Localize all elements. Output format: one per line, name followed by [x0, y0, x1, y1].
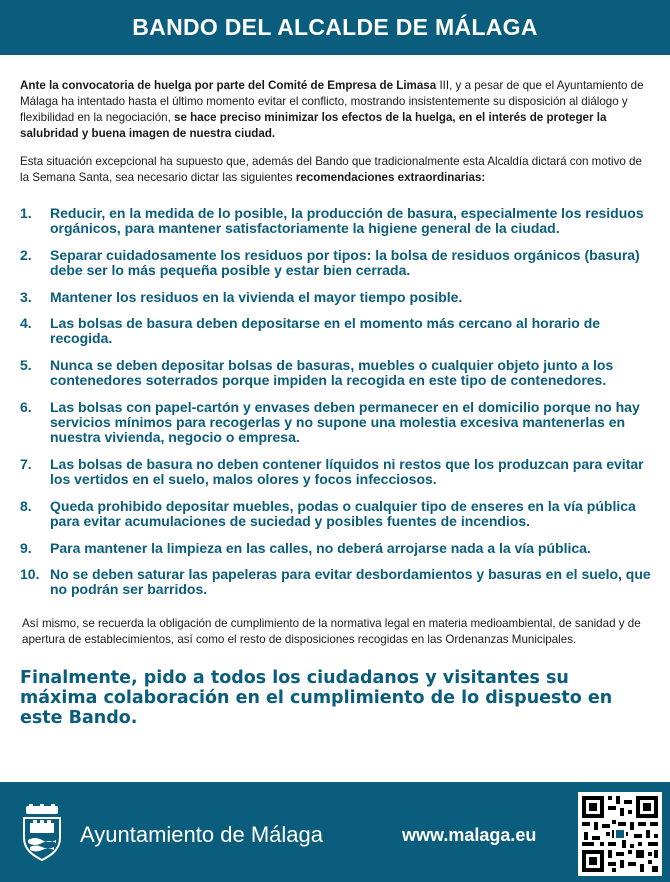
recommendation-text: Separar cuidadosamente los residuos por tipos: la bolsa de residuos orgánicos (basura) debe ser lo más pequeña posible y estar bien cerrada.: [50, 246, 640, 279]
recommendation-item: [20, 316, 652, 347]
recommendation-number: 6.: [20, 398, 32, 415]
recommendation-item: [20, 290, 652, 305]
organization-name: Ayuntamiento de Málaga: [80, 822, 323, 847]
recommendation-text: Para mantener la limpieza en las calles, no deberá arrojarse nada a la vía pública.: [50, 539, 591, 556]
recommendation-item: [20, 457, 652, 488]
recommendation-number: 9.: [20, 539, 32, 556]
qr-code-icon: [578, 792, 662, 876]
recommendation-item: [20, 541, 652, 556]
recommendation-item: [20, 248, 652, 279]
recommendation-number: 5.: [20, 356, 32, 373]
recommendation-item: [20, 206, 652, 237]
final-statement: Finalmente, pido a todos los ciudadanos y visitantes su máxima colaboración en el cumplimiento de lo dispuesto en este Bando.: [20, 667, 613, 728]
footer-bar: [0, 782, 670, 882]
recommendation-item: [20, 567, 652, 598]
recommendation-number: 1.: [20, 205, 32, 221]
recommendation-item: [20, 400, 652, 446]
recommendation-item: [20, 358, 652, 389]
intro-text-b: Esta situación excepcional ha supuesto que, además del Bando que tradicionalmente esta Alcaldía dictará con motivo de la Semana Santa, sea necesario dictar las siguientes: [20, 155, 642, 184]
recommendation-text: Mantener los residuos en la vivienda el mayor tiempo posible.: [50, 288, 463, 305]
recommendation-text: Las bolsas de basura no deben contener líquidos ni restos que los produzcan para evitar los vertidos en el suelo, malos olores y focos infecciosos.: [50, 455, 644, 488]
recommendations-list: [20, 206, 652, 598]
recommendation-item: [20, 499, 652, 530]
intro-bold-c: recomendaciones extraordinarias:: [295, 171, 486, 184]
intro-bold-b: se hace preciso minimizar los efectos de la huelga, en el interés de proteger la salubridad y buena imagen de nuestra ciudad.: [20, 111, 607, 140]
page-title: BANDO DEL ALCALDE DE MÁLAGA: [132, 14, 538, 40]
recommendation-text: Reducir, en la medida de lo posible, la producción de basura, especialmente los residuos orgánicos, para mantener satisfactoriamente la higiene general de la ciudad.: [50, 205, 644, 237]
intro-bold-a: Ante la convocatoria de huelga por parte del Comité de Empresa de Limasa: [20, 79, 437, 92]
header-bar: [0, 0, 670, 55]
recommendation-text: Las bolsas de basura deben depositarse en el momento más cercano al horario de recogida.: [50, 315, 601, 347]
bando-body: [20, 78, 652, 728]
recommendation-text: Nunca se deben depositar bolsas de basuras, muebles o cualquier objeto junto a los contenedores soterrados porque impiden la recogida en este tipo de contenedores.: [50, 356, 614, 389]
recommendation-text: No se deben saturar las papeleras para evitar desbordamientos y basuras en el suelo, que no podrán ser barridos.: [50, 565, 651, 598]
recommendation-number: 3.: [20, 288, 32, 305]
closing-note: Así mismo, se recuerda la obligación de cumplimiento de la normativa legal en materia medioambiental, de sanidad y de apertura de establecimientos, así como el resto de disposiciones recogidas en las Ordenanzas Municipales.: [22, 616, 641, 646]
recommendation-number: 7.: [20, 455, 32, 472]
intro-paragraph-1: [20, 78, 652, 142]
intro-text-a: III, y a pesar de que el Ayuntamiento de Málaga ha intentado hasta el último momento evitar el conflicto, mostrando insistentemente su disposición al diálogo y flexibilidad en la negociación,: [20, 79, 644, 124]
recommendation-number: 4.: [20, 315, 32, 332]
recommendation-text: Las bolsas con papel-cartón y envases deben permanecer en el domicilio porque no hay servicios mínimos para recogerlas y no supone una molestia excesiva mantenerlas en nuestra vivienda, negocio o empresa.: [50, 398, 640, 446]
city-crest-icon: [18, 804, 66, 862]
recommendation-number: 8.: [20, 497, 32, 514]
intro-paragraph-2: [20, 154, 652, 186]
recommendation-number: 2.: [20, 246, 32, 263]
recommendation-number: 10.: [20, 565, 40, 582]
recommendation-text: Queda prohibido depositar muebles, podas o cualquier tipo de enseres en la vía pública para evitar acumulaciones de suciedad y posibles fuentes de incendios.: [50, 497, 636, 530]
website-link[interactable]: www.malaga.eu: [402, 825, 537, 845]
